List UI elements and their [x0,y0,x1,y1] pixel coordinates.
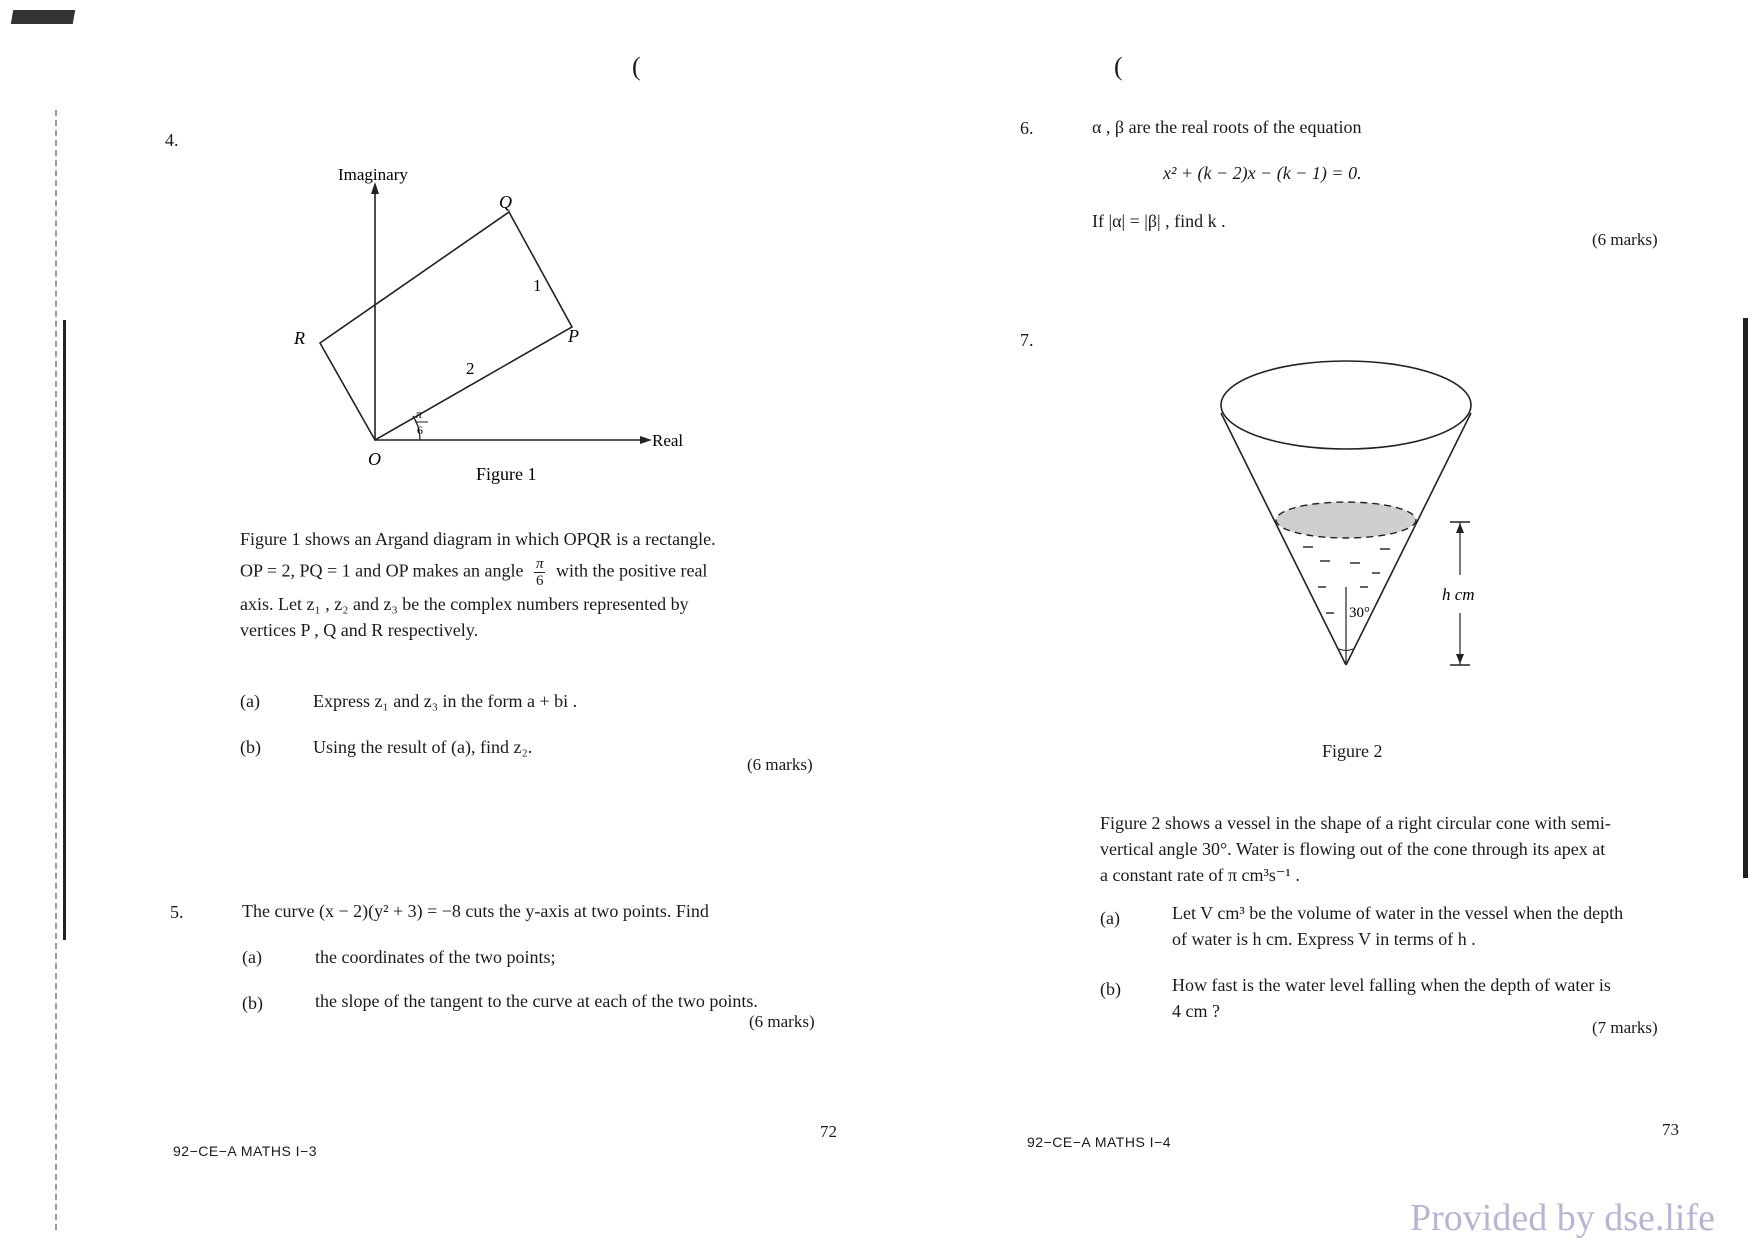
angle-label-30: 30° [1349,605,1370,621]
label-O: O [368,449,381,469]
q5-part-b-text: the slope of the tangent to the curve at each of the two points. [315,991,758,1011]
q7-part-a-line-1: Let V cm³ be the volume of water in the vessel when the depth [1172,903,1624,923]
q4-frac-den: 6 [535,573,544,589]
q7-part-b-line-1: How fast is the water level falling when the depth of water is [1172,975,1611,995]
height-arrow-down [1456,654,1464,664]
real-axis-arrow [640,436,652,444]
question-4-number: 4. [165,130,179,150]
q6-marks: (6 marks) [1592,230,1658,249]
figure-2-caption: Figure 2 [1322,741,1383,761]
page-number-73: 73 [1662,1120,1679,1139]
q4-line-1: Figure 1 shows an Argand diagram in which OPQR is a rectangle. [240,529,716,549]
q4-line-4: vertices P , Q and R respectively. [240,620,479,640]
figure-1-caption: Figure 1 [476,464,537,484]
q5-part-a-label: (a) [242,947,262,967]
question-6-number: 6. [1020,118,1034,138]
q7-part-a-label: (a) [1100,908,1120,928]
q4-part-b-text: Using the result of (a), find z₂. [313,737,533,757]
figure-1-argand-diagram [280,160,700,490]
footer-code-right: 92−CE−A MATHS I−4 [1027,1134,1172,1150]
q4-line-3: axis. Let z₁ , z₂ and z₃ be the complex numbers represented by [240,594,689,614]
height-arrow-up [1456,523,1464,533]
figure-2-cone [1200,355,1500,685]
label-real: Real [652,431,684,450]
q4-line-2-a: OP = 2, PQ = 1 and OP makes an angle [240,560,524,581]
q7-line-3: a constant rate of π cm³s⁻¹ . [1100,865,1300,885]
q4-part-b-label: (b) [240,737,261,757]
top-mark-left: ( [632,52,641,81]
q4-angle-fraction [534,556,546,589]
q4-line-2-b: with the positive real [555,560,708,581]
q7-marks: (7 marks) [1592,1018,1658,1037]
q4-part-a-text: Express z₁ and z₃ in the form a + bi . [313,691,578,711]
angle-pi: π [416,407,423,421]
question-4-text [240,526,840,643]
q7-part-a-text [1172,900,1623,952]
q5-text: The curve (x − 2)(y² + 3) = −8 cuts the y-axis at two points. Find [242,901,709,921]
label-imaginary: Imaginary [338,165,408,184]
watermark-text: Provided by dse.life [1410,1197,1716,1239]
q5-part-b-label: (b) [242,993,263,1013]
q7-part-a-line-2: of water is h cm. Express V in terms of h . [1172,929,1476,949]
side-PQ-length: 1 [533,276,542,295]
q6-equation: x² + (k − 2)x − (k − 1) = 0. [1163,163,1362,183]
cone-left-side [1221,413,1346,665]
q5-marks: (6 marks) [749,1012,815,1031]
label-R: R [294,328,305,348]
q4-part-a-label: (a) [240,691,260,711]
height-label: h cm [1442,585,1475,604]
label-Q: Q [499,192,512,212]
q7-part-b-text [1172,972,1611,1024]
question-5-number: 5. [170,902,184,922]
q7-text [1100,810,1700,888]
question-7-number: 7. [1020,330,1034,350]
q4-line-2 [240,556,840,589]
right-page [920,0,1753,1245]
water-surface [1276,502,1416,538]
top-mark-right: ( [1114,52,1123,81]
q7-part-b-label: (b) [1100,979,1121,999]
q7-line-2: vertical angle 30°. Water is flowing out of the cone through its apex at [1100,839,1606,859]
side-OP-length: 2 [466,359,475,378]
angle-six: 6 [417,423,423,437]
q6-line-1: α , β are the real roots of the equation [1092,117,1362,137]
q5-part-a-text: the coordinates of the two points; [315,947,556,967]
q7-part-b-line-2: 4 cm ? [1172,1001,1220,1021]
cone-rim [1221,361,1471,449]
label-P: P [568,326,579,346]
footer-code-left: 92−CE−A MATHS I−3 [173,1143,318,1159]
rectangle-OPQR [320,212,572,440]
q7-line-1: Figure 2 shows a vessel in the shape of a right circular cone with semi- [1100,813,1611,833]
page-number-72: 72 [820,1122,837,1141]
cone-right-side [1346,413,1471,665]
q6-line-3: If |α| = |β| , find k . [1092,211,1226,231]
q4-frac-num: π [535,556,544,572]
q4-marks: (6 marks) [747,755,813,774]
